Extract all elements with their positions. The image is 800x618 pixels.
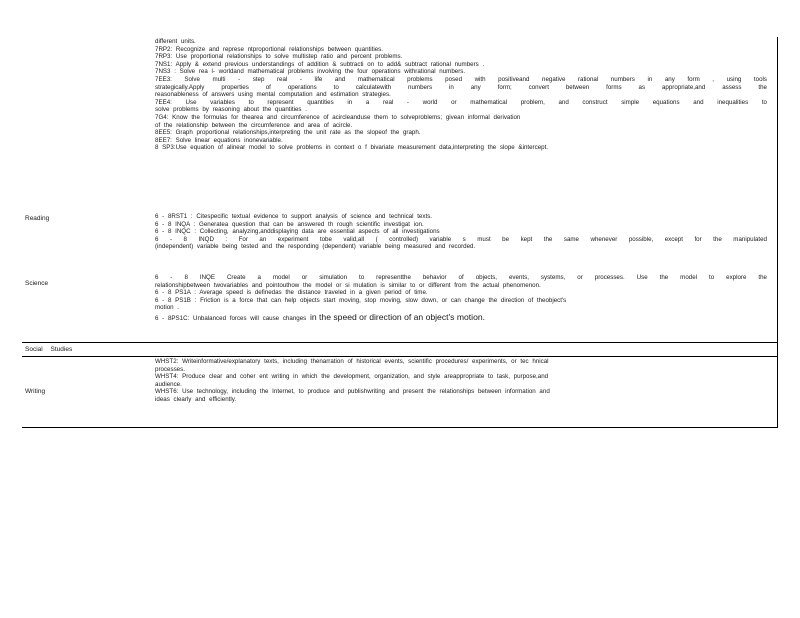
standard-line: 7RP2: Recognize and represe ntproportional relationships between quantities. [155, 45, 383, 53]
standard-text-small: 6 - 8PS1C: Unbalanced forces will cause changes [155, 314, 307, 322]
table-bottom-rule [22, 427, 778, 428]
standard-line: 8EE5: Graph proportional relationships,interpreting the unit rate as the slopeof the graph. [155, 129, 421, 137]
standard-line: WHST2: Writeinformative/explanatory texts, including thenarration of historical events, scientific procedures/ experiments, or tec hnical [155, 358, 549, 365]
standard-line: 6 - 8 INQA : Generatea question that can be answered th rough scientific investigat ion. [155, 220, 424, 228]
standard-line: reasonableness of answers using mental computation and estimation strategies. [155, 91, 391, 99]
standard-line: 6 - 8 INQE Create a model or simulation to representthe behavior of objects, events, systems, or processes. Use the model to explore the [155, 274, 767, 281]
standard-line: strategically.Apply properties of operations to calculatewith numbers in any form; convert between forms as appropriate,and assess the [155, 83, 767, 91]
standard-line: of the relationship between the circumference and area of acircle. [155, 121, 353, 129]
category-writing: Writing [25, 388, 46, 395]
standard-line: WHST4: Produce clear and coher ent writing in which the development, organization, and style areappropriate to task, purpose,and [155, 373, 549, 381]
reading-standards-block [155, 213, 767, 251]
standard-line: 8EE7: Solve linear equations inonevariable. [155, 136, 283, 144]
standard-line: (independent) variable being tested and the responding (dependent) variable being measured and recorded. [155, 243, 476, 251]
standard-line: 6 - 8 PS1A : Average speed is definedas the distance traveled in a given period of time. [155, 289, 428, 297]
standard-line: relationshipbetween twovariables and pointouthow the model or si mulation is similar to or different from the actual phenomenon. [155, 281, 541, 289]
math-standards-block [155, 38, 767, 152]
category-science: Science [25, 280, 49, 287]
standard-line: audience. [155, 380, 182, 388]
standard-line: WHST6: Use technology, including the Internet, to produce and publishwriting and present the relationships between information and [155, 388, 550, 396]
standard-line: 6 - 8RST1 : Citespecific textual evidence to support analysis of science and technical texts. [155, 213, 433, 220]
category-social-studies: Social Studies [25, 346, 73, 353]
standard-line: motion . [155, 304, 180, 312]
standard-line: 7RP3: Use proportional relationships to solve multistep ratio and percent problems. [155, 53, 403, 61]
social-studies-bottom-rule [22, 356, 778, 357]
standard-line: 8 SP3:Use equation of alinear model to solve problems in context o f bivariate measurement data,interpreting the slope &intercept. [155, 144, 549, 152]
science-standards-block [155, 274, 767, 324]
standard-line: different units. [155, 38, 196, 45]
standard-line: 6 - 8 PS1B : Friction is a force that can help objects start moving, stop moving, slow down, or can change the direction of theobject's [155, 296, 567, 304]
standard-line: 7EE3: Solve multi - step real - life and mathematical problems posed with positiveand negative rational numbers in any form , using tools [155, 75, 767, 83]
standard-line: processes. [155, 365, 185, 373]
standard-text-large: in the speed or direction of an object's motion. [309, 311, 486, 322]
standard-line: 7EE4: Use variables to represent quantities in a real - world or mathematical problem, and construct simple equations and inequalities to [155, 98, 767, 106]
standard-line: 7NS3 : Solve rea l- worldand mathematical problems involving the four operations withrational numbers. [155, 68, 466, 76]
standard-line: 7G4: Know the formulas for thearea and circumference of acircleanduse them to solveproblems; givean informal derivation [155, 113, 521, 121]
standard-line: 6 - 8 INQC : Collecting, analyzing,anddisplaying data are essential aspects of all investigations [155, 228, 440, 236]
standard-line-mixed [155, 312, 767, 324]
standard-line: ideas clearly and efficiently. [155, 395, 237, 403]
table-right-border [777, 37, 778, 428]
standard-line: solve problems by reasoning about the quantities . [155, 106, 307, 114]
standard-line: 6 - 8 INQD : For an experiment tobe valid,all ( controlled) variable s must be kept the same whenever possible, except for the manipulated [155, 235, 767, 243]
science-bottom-rule [22, 342, 778, 343]
category-reading: Reading [25, 215, 50, 222]
writing-standards-block [155, 358, 767, 404]
standard-line: 7NS1: Apply & extend previous understandings of addition & subtracti on to add& subtract rational numbers . [155, 60, 485, 68]
